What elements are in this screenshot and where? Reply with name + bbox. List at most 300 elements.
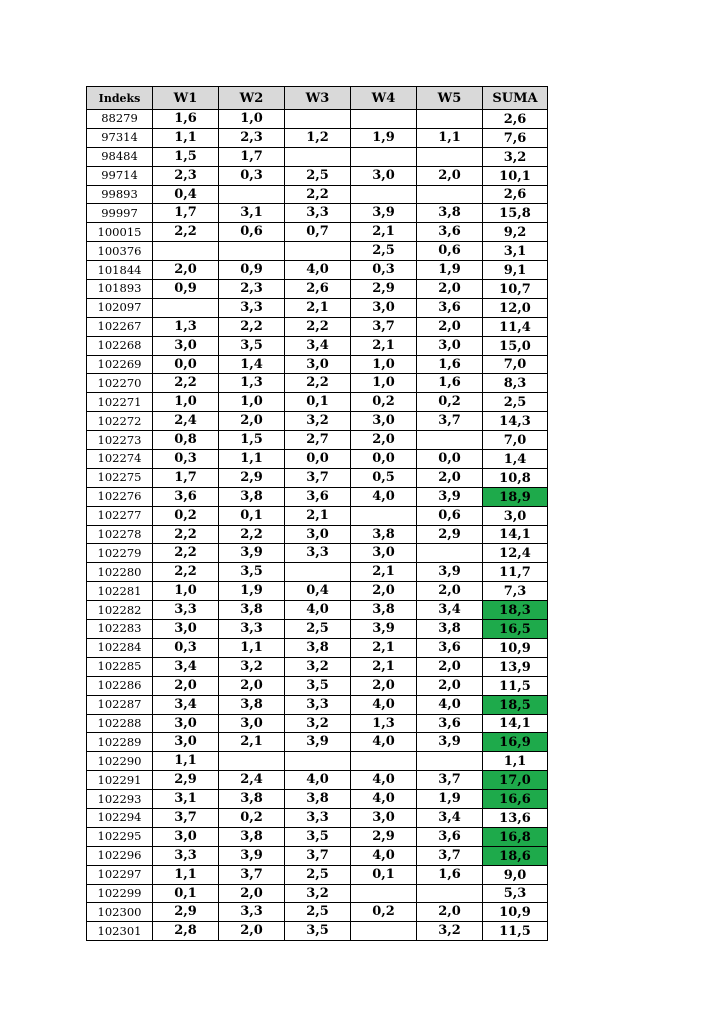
cell-w4: 2,1 xyxy=(351,336,417,355)
cell-suma-highlighted: 18,5 xyxy=(483,695,548,714)
cell-indeks: 102272 xyxy=(87,412,153,431)
cell-w3: 0,0 xyxy=(285,450,351,469)
table-row xyxy=(87,846,548,865)
header-w3: W3 xyxy=(285,87,351,110)
table-row xyxy=(87,657,548,676)
cell-w2: 3,8 xyxy=(219,601,285,620)
cell-w3: 3,8 xyxy=(285,638,351,657)
cell-w3: 4,0 xyxy=(285,601,351,620)
cell-indeks: 100376 xyxy=(87,242,153,261)
cell-w1: 0,2 xyxy=(153,506,219,525)
cell-indeks: 102286 xyxy=(87,676,153,695)
header-w4: W4 xyxy=(351,87,417,110)
cell-w1: 3,7 xyxy=(153,808,219,827)
cell-indeks: 102274 xyxy=(87,450,153,469)
cell-indeks: 102280 xyxy=(87,563,153,582)
cell-w3: 2,1 xyxy=(285,298,351,317)
cell-w3: 2,2 xyxy=(285,185,351,204)
cell-w1: 2,9 xyxy=(153,771,219,790)
cell-suma-highlighted: 18,9 xyxy=(483,487,548,506)
cell-w5: 3,6 xyxy=(417,827,483,846)
cell-w5: 4,0 xyxy=(417,695,483,714)
cell-w1: 0,0 xyxy=(153,355,219,374)
cell-w5: 3,7 xyxy=(417,412,483,431)
cell-w1: 3,0 xyxy=(153,827,219,846)
cell-w1: 3,0 xyxy=(153,336,219,355)
cell-indeks: 102294 xyxy=(87,808,153,827)
cell-w1: 1,1 xyxy=(153,752,219,771)
cell-w3: 3,3 xyxy=(285,544,351,563)
table-row xyxy=(87,355,548,374)
cell-w4: 3,0 xyxy=(351,166,417,185)
cell-w2: 2,3 xyxy=(219,280,285,299)
cell-w3: 0,7 xyxy=(285,223,351,242)
cell-w1: 3,3 xyxy=(153,601,219,620)
cell-suma: 5,3 xyxy=(483,884,548,903)
cell-w4: 2,9 xyxy=(351,280,417,299)
cell-suma: 10,1 xyxy=(483,166,548,185)
cell-indeks: 102275 xyxy=(87,468,153,487)
cell-w2: 1,9 xyxy=(219,582,285,601)
cell-suma: 9,1 xyxy=(483,261,548,280)
cell-indeks: 102296 xyxy=(87,846,153,865)
cell-w5: 2,0 xyxy=(417,657,483,676)
cell-w2: 3,8 xyxy=(219,487,285,506)
cell-w4: 3,7 xyxy=(351,317,417,336)
cell-w2: 1,1 xyxy=(219,450,285,469)
cell-w1: 2,0 xyxy=(153,676,219,695)
cell-w4: 4,0 xyxy=(351,771,417,790)
cell-w4: 1,0 xyxy=(351,374,417,393)
table-row xyxy=(87,166,548,185)
cell-w1: 2,0 xyxy=(153,261,219,280)
cell-indeks: 102283 xyxy=(87,620,153,639)
cell-w5: 3,0 xyxy=(417,336,483,355)
cell-indeks: 102267 xyxy=(87,317,153,336)
cell-w2: 3,2 xyxy=(219,657,285,676)
table-row xyxy=(87,771,548,790)
cell-w3: 3,2 xyxy=(285,657,351,676)
cell-w5: 1,6 xyxy=(417,355,483,374)
cell-w2 xyxy=(219,752,285,771)
cell-w5: 2,0 xyxy=(417,582,483,601)
cell-w4: 0,1 xyxy=(351,865,417,884)
table-header xyxy=(87,87,548,110)
cell-w5: 3,6 xyxy=(417,714,483,733)
cell-suma: 1,1 xyxy=(483,752,548,771)
table-row xyxy=(87,336,548,355)
grades-table xyxy=(86,86,548,941)
cell-w2: 2,1 xyxy=(219,733,285,752)
cell-indeks: 102271 xyxy=(87,393,153,412)
cell-w5: 0,6 xyxy=(417,506,483,525)
cell-w1: 0,8 xyxy=(153,431,219,450)
cell-w2: 2,2 xyxy=(219,525,285,544)
table-row xyxy=(87,506,548,525)
cell-w5 xyxy=(417,431,483,450)
cell-w4: 1,3 xyxy=(351,714,417,733)
cell-w3: 3,3 xyxy=(285,808,351,827)
cell-w1: 1,0 xyxy=(153,582,219,601)
cell-w4: 0,2 xyxy=(351,393,417,412)
cell-suma: 7,0 xyxy=(483,355,548,374)
cell-suma: 11,7 xyxy=(483,563,548,582)
cell-w1: 3,4 xyxy=(153,695,219,714)
cell-w1: 3,3 xyxy=(153,846,219,865)
cell-suma: 2,6 xyxy=(483,110,548,129)
cell-suma: 10,9 xyxy=(483,903,548,922)
cell-suma: 12,0 xyxy=(483,298,548,317)
cell-w4: 2,1 xyxy=(351,223,417,242)
cell-w3: 3,7 xyxy=(285,846,351,865)
cell-w3: 3,2 xyxy=(285,714,351,733)
cell-w5 xyxy=(417,147,483,166)
cell-w2: 3,0 xyxy=(219,714,285,733)
cell-w5: 3,4 xyxy=(417,808,483,827)
cell-w5: 0,2 xyxy=(417,393,483,412)
table-row xyxy=(87,280,548,299)
cell-w3: 2,2 xyxy=(285,374,351,393)
cell-w3: 3,0 xyxy=(285,525,351,544)
cell-indeks: 102293 xyxy=(87,790,153,809)
cell-suma: 3,0 xyxy=(483,506,548,525)
cell-indeks: 102295 xyxy=(87,827,153,846)
cell-w5: 3,6 xyxy=(417,223,483,242)
cell-w2: 3,1 xyxy=(219,204,285,223)
cell-indeks: 102097 xyxy=(87,298,153,317)
cell-w2: 3,8 xyxy=(219,695,285,714)
cell-w3: 3,5 xyxy=(285,922,351,941)
cell-w4: 4,0 xyxy=(351,695,417,714)
cell-w5: 2,9 xyxy=(417,525,483,544)
table-row xyxy=(87,638,548,657)
cell-suma: 3,1 xyxy=(483,242,548,261)
cell-w5 xyxy=(417,185,483,204)
cell-w5: 3,7 xyxy=(417,771,483,790)
table-row xyxy=(87,714,548,733)
table-row xyxy=(87,317,548,336)
table-row xyxy=(87,261,548,280)
cell-w3: 0,1 xyxy=(285,393,351,412)
cell-w3: 3,0 xyxy=(285,355,351,374)
cell-w5: 2,0 xyxy=(417,903,483,922)
cell-w2: 3,8 xyxy=(219,790,285,809)
cell-suma: 2,6 xyxy=(483,185,548,204)
cell-w4 xyxy=(351,506,417,525)
cell-w3: 2,5 xyxy=(285,865,351,884)
cell-w4: 0,2 xyxy=(351,903,417,922)
cell-w4: 3,9 xyxy=(351,204,417,223)
cell-w2: 3,9 xyxy=(219,544,285,563)
cell-suma: 13,9 xyxy=(483,657,548,676)
cell-w1: 1,7 xyxy=(153,204,219,223)
table-row xyxy=(87,808,548,827)
cell-w5: 2,0 xyxy=(417,468,483,487)
cell-w4: 3,8 xyxy=(351,525,417,544)
table-row xyxy=(87,468,548,487)
cell-indeks: 99997 xyxy=(87,204,153,223)
cell-w3: 2,5 xyxy=(285,620,351,639)
cell-suma-highlighted: 17,0 xyxy=(483,771,548,790)
table-row xyxy=(87,412,548,431)
cell-w3: 4,0 xyxy=(285,261,351,280)
cell-w1: 3,0 xyxy=(153,620,219,639)
cell-w5: 3,8 xyxy=(417,204,483,223)
table-row xyxy=(87,790,548,809)
cell-w4: 2,1 xyxy=(351,657,417,676)
cell-w5: 3,7 xyxy=(417,846,483,865)
table-row xyxy=(87,242,548,261)
cell-w4: 0,0 xyxy=(351,450,417,469)
cell-indeks: 102297 xyxy=(87,865,153,884)
table-row xyxy=(87,695,548,714)
cell-w3: 3,7 xyxy=(285,468,351,487)
cell-w1: 3,6 xyxy=(153,487,219,506)
cell-w4: 4,0 xyxy=(351,846,417,865)
cell-w5: 1,6 xyxy=(417,374,483,393)
cell-indeks: 98484 xyxy=(87,147,153,166)
cell-w4: 0,5 xyxy=(351,468,417,487)
cell-suma: 10,7 xyxy=(483,280,548,299)
cell-indeks: 102281 xyxy=(87,582,153,601)
cell-indeks: 102290 xyxy=(87,752,153,771)
cell-suma: 7,3 xyxy=(483,582,548,601)
table-row xyxy=(87,733,548,752)
cell-w1: 2,3 xyxy=(153,166,219,185)
cell-w2: 2,3 xyxy=(219,128,285,147)
cell-suma: 1,4 xyxy=(483,450,548,469)
cell-w5 xyxy=(417,752,483,771)
cell-w3: 3,8 xyxy=(285,790,351,809)
cell-w2: 3,5 xyxy=(219,563,285,582)
table-row xyxy=(87,865,548,884)
cell-w1: 1,3 xyxy=(153,317,219,336)
cell-indeks: 102287 xyxy=(87,695,153,714)
cell-suma: 14,1 xyxy=(483,714,548,733)
header-suma: SUMA xyxy=(483,87,548,110)
cell-w5: 3,4 xyxy=(417,601,483,620)
cell-w4: 3,0 xyxy=(351,298,417,317)
table-row xyxy=(87,582,548,601)
header-w2: W2 xyxy=(219,87,285,110)
table-row xyxy=(87,374,548,393)
cell-w4: 1,9 xyxy=(351,128,417,147)
cell-w2: 3,5 xyxy=(219,336,285,355)
table-row xyxy=(87,752,548,771)
cell-indeks: 102282 xyxy=(87,601,153,620)
cell-w4 xyxy=(351,752,417,771)
cell-w4 xyxy=(351,884,417,903)
cell-indeks: 102285 xyxy=(87,657,153,676)
cell-w1: 1,1 xyxy=(153,128,219,147)
cell-w3: 3,9 xyxy=(285,733,351,752)
cell-w1: 2,2 xyxy=(153,374,219,393)
table-row xyxy=(87,147,548,166)
cell-w4: 2,1 xyxy=(351,563,417,582)
cell-w4: 4,0 xyxy=(351,733,417,752)
cell-suma: 15,0 xyxy=(483,336,548,355)
cell-w3 xyxy=(285,110,351,129)
cell-suma: 11,5 xyxy=(483,922,548,941)
cell-w2: 1,3 xyxy=(219,374,285,393)
cell-indeks: 102299 xyxy=(87,884,153,903)
cell-w5: 0,0 xyxy=(417,450,483,469)
cell-w5: 1,9 xyxy=(417,790,483,809)
cell-w1: 3,0 xyxy=(153,733,219,752)
cell-w4: 2,9 xyxy=(351,827,417,846)
cell-w1: 3,4 xyxy=(153,657,219,676)
header-w5: W5 xyxy=(417,87,483,110)
table-row xyxy=(87,903,548,922)
cell-suma: 11,5 xyxy=(483,676,548,695)
cell-w2: 1,0 xyxy=(219,110,285,129)
cell-suma: 14,3 xyxy=(483,412,548,431)
table-row xyxy=(87,431,548,450)
table-row xyxy=(87,676,548,695)
cell-w2: 0,2 xyxy=(219,808,285,827)
cell-w5: 3,6 xyxy=(417,298,483,317)
cell-w1: 0,3 xyxy=(153,638,219,657)
cell-suma-highlighted: 16,8 xyxy=(483,827,548,846)
table-row xyxy=(87,563,548,582)
cell-w5: 0,6 xyxy=(417,242,483,261)
cell-w2: 1,4 xyxy=(219,355,285,374)
cell-w5 xyxy=(417,110,483,129)
cell-suma: 15,8 xyxy=(483,204,548,223)
table-row xyxy=(87,450,548,469)
cell-suma: 9,2 xyxy=(483,223,548,242)
cell-w3: 2,2 xyxy=(285,317,351,336)
header-w1: W1 xyxy=(153,87,219,110)
cell-w2: 2,4 xyxy=(219,771,285,790)
cell-suma: 2,5 xyxy=(483,393,548,412)
cell-w3: 4,0 xyxy=(285,771,351,790)
cell-w2: 0,1 xyxy=(219,506,285,525)
cell-w2 xyxy=(219,242,285,261)
cell-indeks: 102269 xyxy=(87,355,153,374)
cell-w3: 3,2 xyxy=(285,884,351,903)
cell-w1: 0,1 xyxy=(153,884,219,903)
cell-w5: 3,9 xyxy=(417,487,483,506)
cell-w4: 4,0 xyxy=(351,790,417,809)
cell-w4: 3,0 xyxy=(351,412,417,431)
table-row xyxy=(87,110,548,129)
table-body xyxy=(87,110,548,941)
cell-w2: 0,9 xyxy=(219,261,285,280)
table-row xyxy=(87,620,548,639)
cell-w3: 3,2 xyxy=(285,412,351,431)
cell-w5: 3,6 xyxy=(417,638,483,657)
cell-suma-highlighted: 16,6 xyxy=(483,790,548,809)
cell-w4: 4,0 xyxy=(351,487,417,506)
cell-w5: 1,1 xyxy=(417,128,483,147)
cell-indeks: 102277 xyxy=(87,506,153,525)
cell-w4 xyxy=(351,147,417,166)
cell-w3: 3,5 xyxy=(285,827,351,846)
table-row xyxy=(87,128,548,147)
cell-w3: 3,3 xyxy=(285,695,351,714)
table-row xyxy=(87,393,548,412)
cell-w2: 0,3 xyxy=(219,166,285,185)
cell-suma: 3,2 xyxy=(483,147,548,166)
cell-w4: 3,8 xyxy=(351,601,417,620)
cell-w3: 2,7 xyxy=(285,431,351,450)
cell-w5: 2,0 xyxy=(417,317,483,336)
cell-suma-highlighted: 16,5 xyxy=(483,620,548,639)
cell-w1 xyxy=(153,298,219,317)
cell-indeks: 100015 xyxy=(87,223,153,242)
cell-w1: 2,9 xyxy=(153,903,219,922)
cell-w2: 3,3 xyxy=(219,903,285,922)
cell-w5 xyxy=(417,884,483,903)
table-row xyxy=(87,601,548,620)
cell-indeks: 102291 xyxy=(87,771,153,790)
table-row xyxy=(87,204,548,223)
cell-w5 xyxy=(417,544,483,563)
cell-w4 xyxy=(351,922,417,941)
cell-indeks: 101844 xyxy=(87,261,153,280)
cell-w5: 3,9 xyxy=(417,563,483,582)
cell-w2: 1,5 xyxy=(219,431,285,450)
table-row xyxy=(87,223,548,242)
cell-w2: 2,0 xyxy=(219,884,285,903)
cell-w3: 2,5 xyxy=(285,903,351,922)
cell-w2: 3,8 xyxy=(219,827,285,846)
cell-suma: 7,6 xyxy=(483,128,548,147)
cell-w2: 2,2 xyxy=(219,317,285,336)
cell-indeks: 97314 xyxy=(87,128,153,147)
cell-w1: 3,1 xyxy=(153,790,219,809)
cell-w2: 1,0 xyxy=(219,393,285,412)
table-row xyxy=(87,298,548,317)
cell-indeks: 99893 xyxy=(87,185,153,204)
table-row xyxy=(87,884,548,903)
cell-w2: 1,7 xyxy=(219,147,285,166)
cell-w2 xyxy=(219,185,285,204)
cell-w2: 2,0 xyxy=(219,922,285,941)
cell-w4: 1,0 xyxy=(351,355,417,374)
cell-indeks: 102270 xyxy=(87,374,153,393)
cell-w1: 1,5 xyxy=(153,147,219,166)
cell-w4: 0,3 xyxy=(351,261,417,280)
header-indeks: Indeks xyxy=(87,87,153,110)
cell-indeks: 102278 xyxy=(87,525,153,544)
cell-suma: 7,0 xyxy=(483,431,548,450)
cell-w4: 3,9 xyxy=(351,620,417,639)
cell-w3: 2,6 xyxy=(285,280,351,299)
cell-w4: 2,0 xyxy=(351,431,417,450)
cell-indeks: 102279 xyxy=(87,544,153,563)
cell-suma-highlighted: 18,6 xyxy=(483,846,548,865)
cell-w1 xyxy=(153,242,219,261)
cell-w1: 1,7 xyxy=(153,468,219,487)
cell-w3 xyxy=(285,752,351,771)
cell-w4 xyxy=(351,110,417,129)
cell-w2: 1,1 xyxy=(219,638,285,657)
cell-suma: 10,9 xyxy=(483,638,548,657)
cell-w5: 2,0 xyxy=(417,280,483,299)
cell-w1: 0,4 xyxy=(153,185,219,204)
cell-w1: 1,1 xyxy=(153,865,219,884)
cell-w2: 3,3 xyxy=(219,620,285,639)
cell-w1: 2,2 xyxy=(153,223,219,242)
cell-suma-highlighted: 16,9 xyxy=(483,733,548,752)
cell-w2: 0,6 xyxy=(219,223,285,242)
cell-w5: 3,2 xyxy=(417,922,483,941)
table-row xyxy=(87,487,548,506)
cell-w5: 3,8 xyxy=(417,620,483,639)
cell-w5: 1,6 xyxy=(417,865,483,884)
